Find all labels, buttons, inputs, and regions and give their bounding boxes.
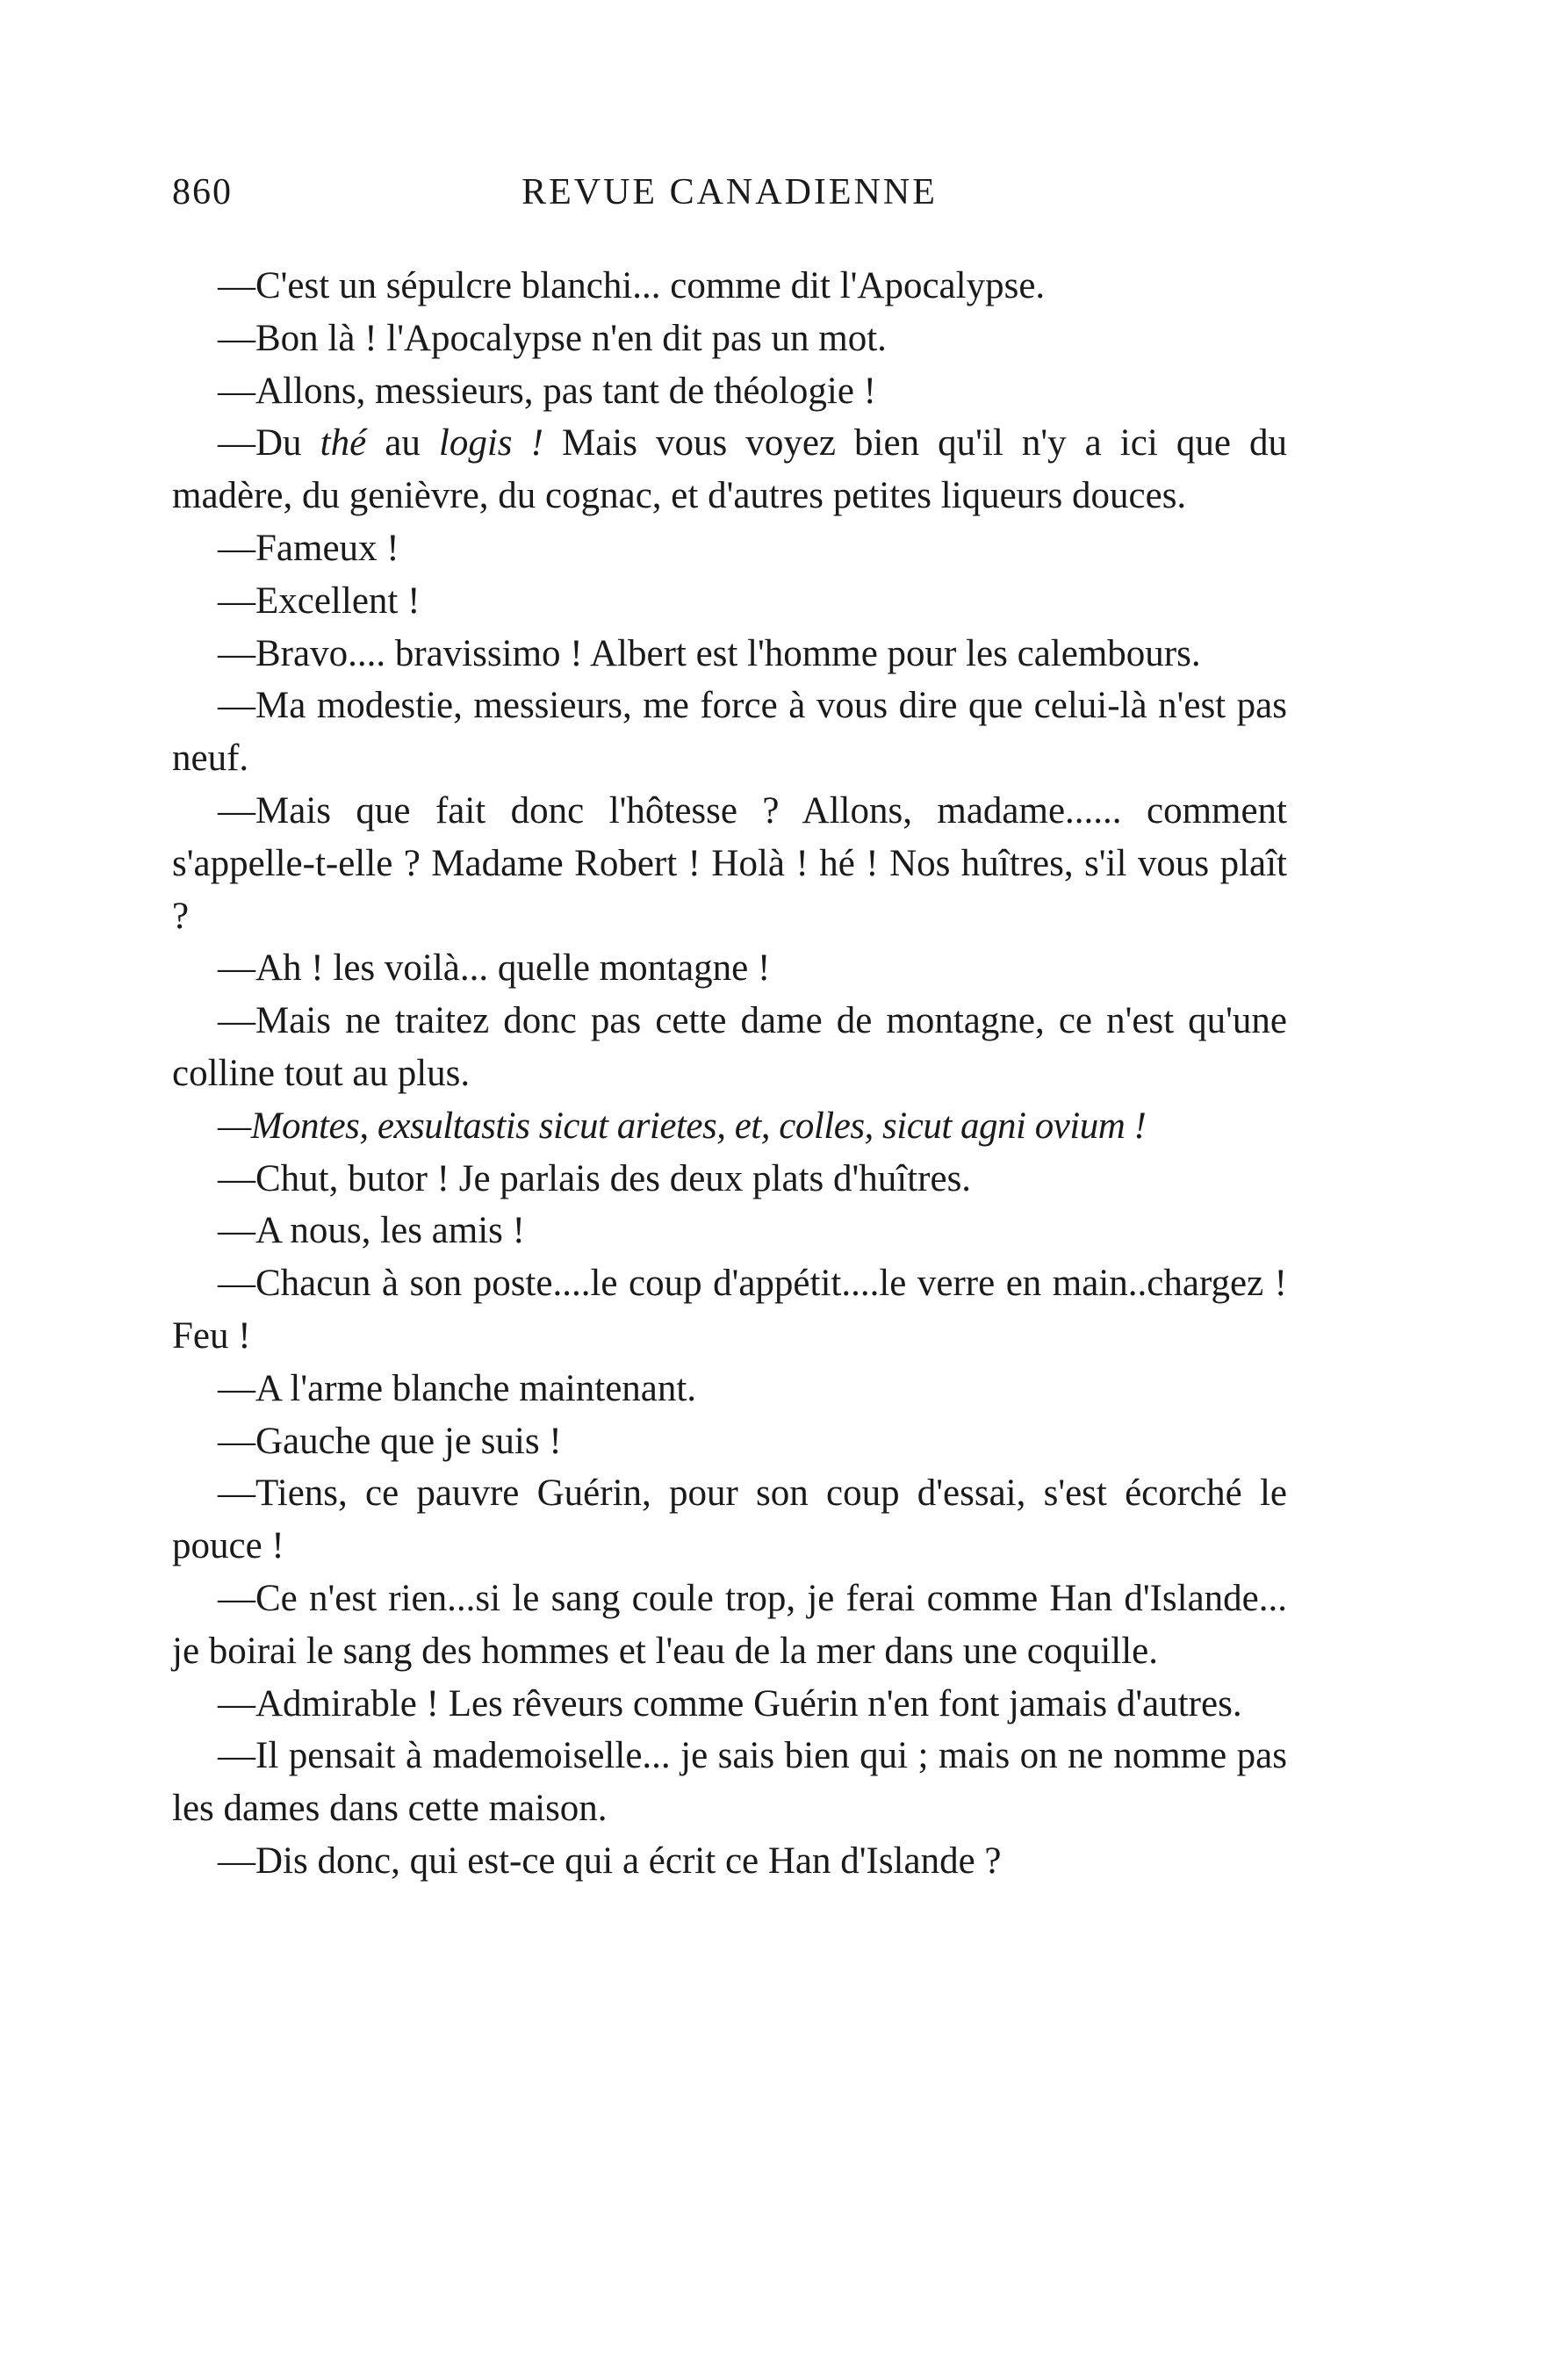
paragraph-segment: —Du [218,422,320,464]
paragraph: —Fameux ! [218,527,399,569]
running-title: REVUE CANADIENNE [521,172,938,212]
paragraph: —Mais ne traitez donc pas cette dame de montagne, ce n'est qu'une colline tout au plus. [172,1000,1287,1094]
paragraph: —Tiens, ce pauvre Guérin, pour son coup d'essai, s'est écorché le pouce ! [172,1472,1287,1567]
paragraph: —Ma modestie, messieurs, me force à vous dire que celui-là n'est pas neuf. [172,685,1287,780]
paragraph: —Ce n'est rien...si le sang coule trop, je ferai comme Han d'Islande... je boirai le sang des hommes et l'eau de la mer dans une coquille. [172,1577,1287,1672]
paragraph: —Bon là ! l'Apocalypse n'en dit pas un mot. [218,317,887,359]
paragraph: —Chut, butor ! Je parlais des deux plats d'huîtres. [218,1157,972,1199]
paragraph: —Allons, messieurs, pas tant de théologie ! [218,370,876,412]
paragraph-segment: au [366,422,439,464]
paragraph: —Bravo.... bravissimo ! Albert est l'homme pour les calembours. [218,632,1201,674]
latin-quotation: —Montes, exsultastis sicut arietes, et, colles, sicut agni ovium ! [218,1105,1147,1147]
paragraph: —Gauche que je suis ! [218,1420,562,1462]
paragraph: —Mais que fait donc l'hôtesse ? Allons, madame...... comment s'appelle-t-elle ? Madame Robert ! Holà ! hé ! Nos huîtres, s'il vous plaît ? [172,789,1287,937]
body-text [172,260,1287,1888]
paragraph: —Admirable ! Les rêveurs comme Guérin n'en font jamais d'autres. [218,1682,1242,1724]
page-number: 860 [172,172,233,212]
paragraph: —Chacun à son poste....le coup d'appétit....le verre en main..chargez ! Feu ! [172,1263,1287,1357]
paragraph: —A l'arme blanche maintenant. [218,1367,697,1409]
paragraph: —Dis donc, qui est-ce qui a écrit ce Han d'Islande ? [218,1840,1002,1882]
page-header [172,171,1287,224]
paragraph: —Il pensait à mademoiselle... je sais bien qui ; mais on ne nomme pas les dames dans cette maison. [172,1735,1287,1830]
paragraph: —A nous, les amis ! [218,1210,525,1252]
paragraph: —C'est un sépulcre blanchi... comme dit l'Apocalypse. [218,265,1046,306]
italic-word: thé [320,422,367,464]
paragraph-segment: Mais vous voyez bien qu'il n'y a ici que du madère, du genièvre, du cognac, et d'autres petites liqueurs douces. [172,422,1287,517]
paragraph: —Excellent ! [218,580,421,622]
paragraph: —Ah ! les voilà... quelle montagne ! [218,947,771,990]
paragraph [172,417,1287,522]
italic-word: logis ! [438,422,543,464]
